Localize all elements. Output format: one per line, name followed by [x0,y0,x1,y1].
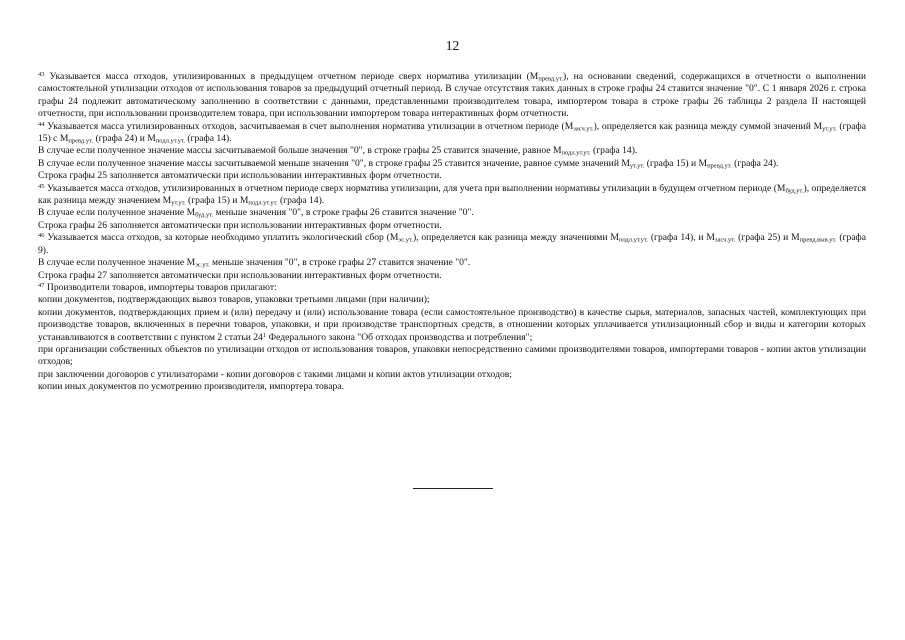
footnote-43: $^{43}$ Указывается масса отходов, утилизированных в предыдущем отчетном периоде сверх норматива утилизации $(M_{превд.ут.})$, на основании сведений, содержащихся в отчетности о выполнении самостоятельной утилизации отходов от использования товаров за предыдущий отчетный период. В случае отсутствия таких данных в строке графы 24 ставится значение "0". С 1 января 2026 г. строка графы 24 подлежит автоматическому заполнению в соответствии с данными, представленными производителем товара, импортером товара в строке графы 26 таблицы 2 раздела II настоящей отчетности, при использовании производителем товара, при использовании импортером товара интерактивных форм отчетности. [38,71,866,120]
footnote-45: $^{45}$ Указывается масса отходов, утилизированных в отчетном периоде сверх норматива утилизации, для учета при выполнении нормативы утилизации в будущем отчетном периоде $(M_{буд.ут.})$, определяется как разница между значением $M_{ут.ут.}$ (графа 15) и $M_{подл.ут.ут.}$ (графа 14). [38,182,866,207]
footnote-45-case-less: В случае если полученное значение $M_{буд.ут.}$ меньше значения "0", в строке графы 26 ставится значение "0". [38,207,474,219]
page-number: 12 [445,38,460,53]
footnote-47-item-contracts: при заключении договоров с утилизаторами - копии договоров с такими лицами и копии актов утилизации отходов; [38,368,512,380]
end-of-document-rule [413,488,493,489]
footnote-44: $^{44}$ Указывается масса утилизированных отходов, засчитываемая в счет выполнения норматива утилизации в отчетном периоде $(M_{засч.ут.})$, определяется как разница между суммой значений $M_{ут.ут.}$ (графа 15) с $M_{превд.ут.}$ (графа 24) и $M_{подл.ут.ут.}$ (графа 14). [38,120,866,145]
footnote-44-case-greater: В случае если полученное значение массы засчитываемой больше значения "0", в строке графы 25 ставится значение, равное $M_{подл.ут.ут.}$ (графа 14). [38,145,638,157]
footnotes-block [38,71,866,394]
footnote-46-auto-fill: Строка графы 27 заполняется автоматически при использовании интерактивных форм отчетности. [38,269,442,281]
footnote-45-auto-fill: Строка графы 26 заполняется автоматически при использовании интерактивных форм отчетности. [38,219,442,231]
footnote-47-item-export-docs: копии документов, подтверждающих вывоз товаров, упаковки третьими лицами (при наличии); [38,294,430,306]
footnote-44-auto-fill: Строка графы 25 заполняется автоматически при использовании интерактивных форм отчетности. [38,170,442,182]
footnote-46-case-less: В случае если полученное значение $M_{эс.ут.}$ меньше значения "0", в строке графы 27 ставится значение "0". [38,257,471,269]
footnote-44-case-less: В случае если полученное значение массы засчитываемой меньше значения "0", в строке графы 25 ставится значение, равное сумме значений $M_{ут.ут.}$ (графа 15) и $M_{превд.ут.}$ (графа 24). [38,157,779,170]
footnote-47-item-use-docs: копии документов, подтверждающих прием и (или) передачу и (или) использование товара (если самостоятельное производство) в качестве сырья, материалов, запасных частей, комплектующих при производстве товаров, включенных в перечни товаров, упаковки, и при производстве транспортных средств, в отношении которых уплачивается утилизационный сбор и виды и категории которых устанавливаются в соответствии с пунктом 2 статьи $24^1$ Федерального закона "Об отходах производства и потребления"; [38,306,866,343]
footnote-47-item-own-facilities: при организации собственных объектов по утилизации отходов от использования товаров, упаковки непосредственно самими производителями товаров, импортерами товаров - копии актов утилизации отходов; [38,343,866,368]
footnote-47-item-other-docs: копии иных документов по усмотрению производителя, импортера товара. [38,381,344,393]
footnote-46: $^{46}$ Указывается масса отходов, за которые необходимо уплатить экологический сбор $(M_{эс.ут.})$, определяется как разница между значениями $M_{подл.ут.ут.}$ (графа 14), и $M_{засч.ут.}$ (графа 25) и $M_{превд.выв.ут.}$ (графа 9). [38,232,866,256]
footnote-47: $^{47}$ Производители товаров, импортеры товаров прилагают: [38,281,277,293]
